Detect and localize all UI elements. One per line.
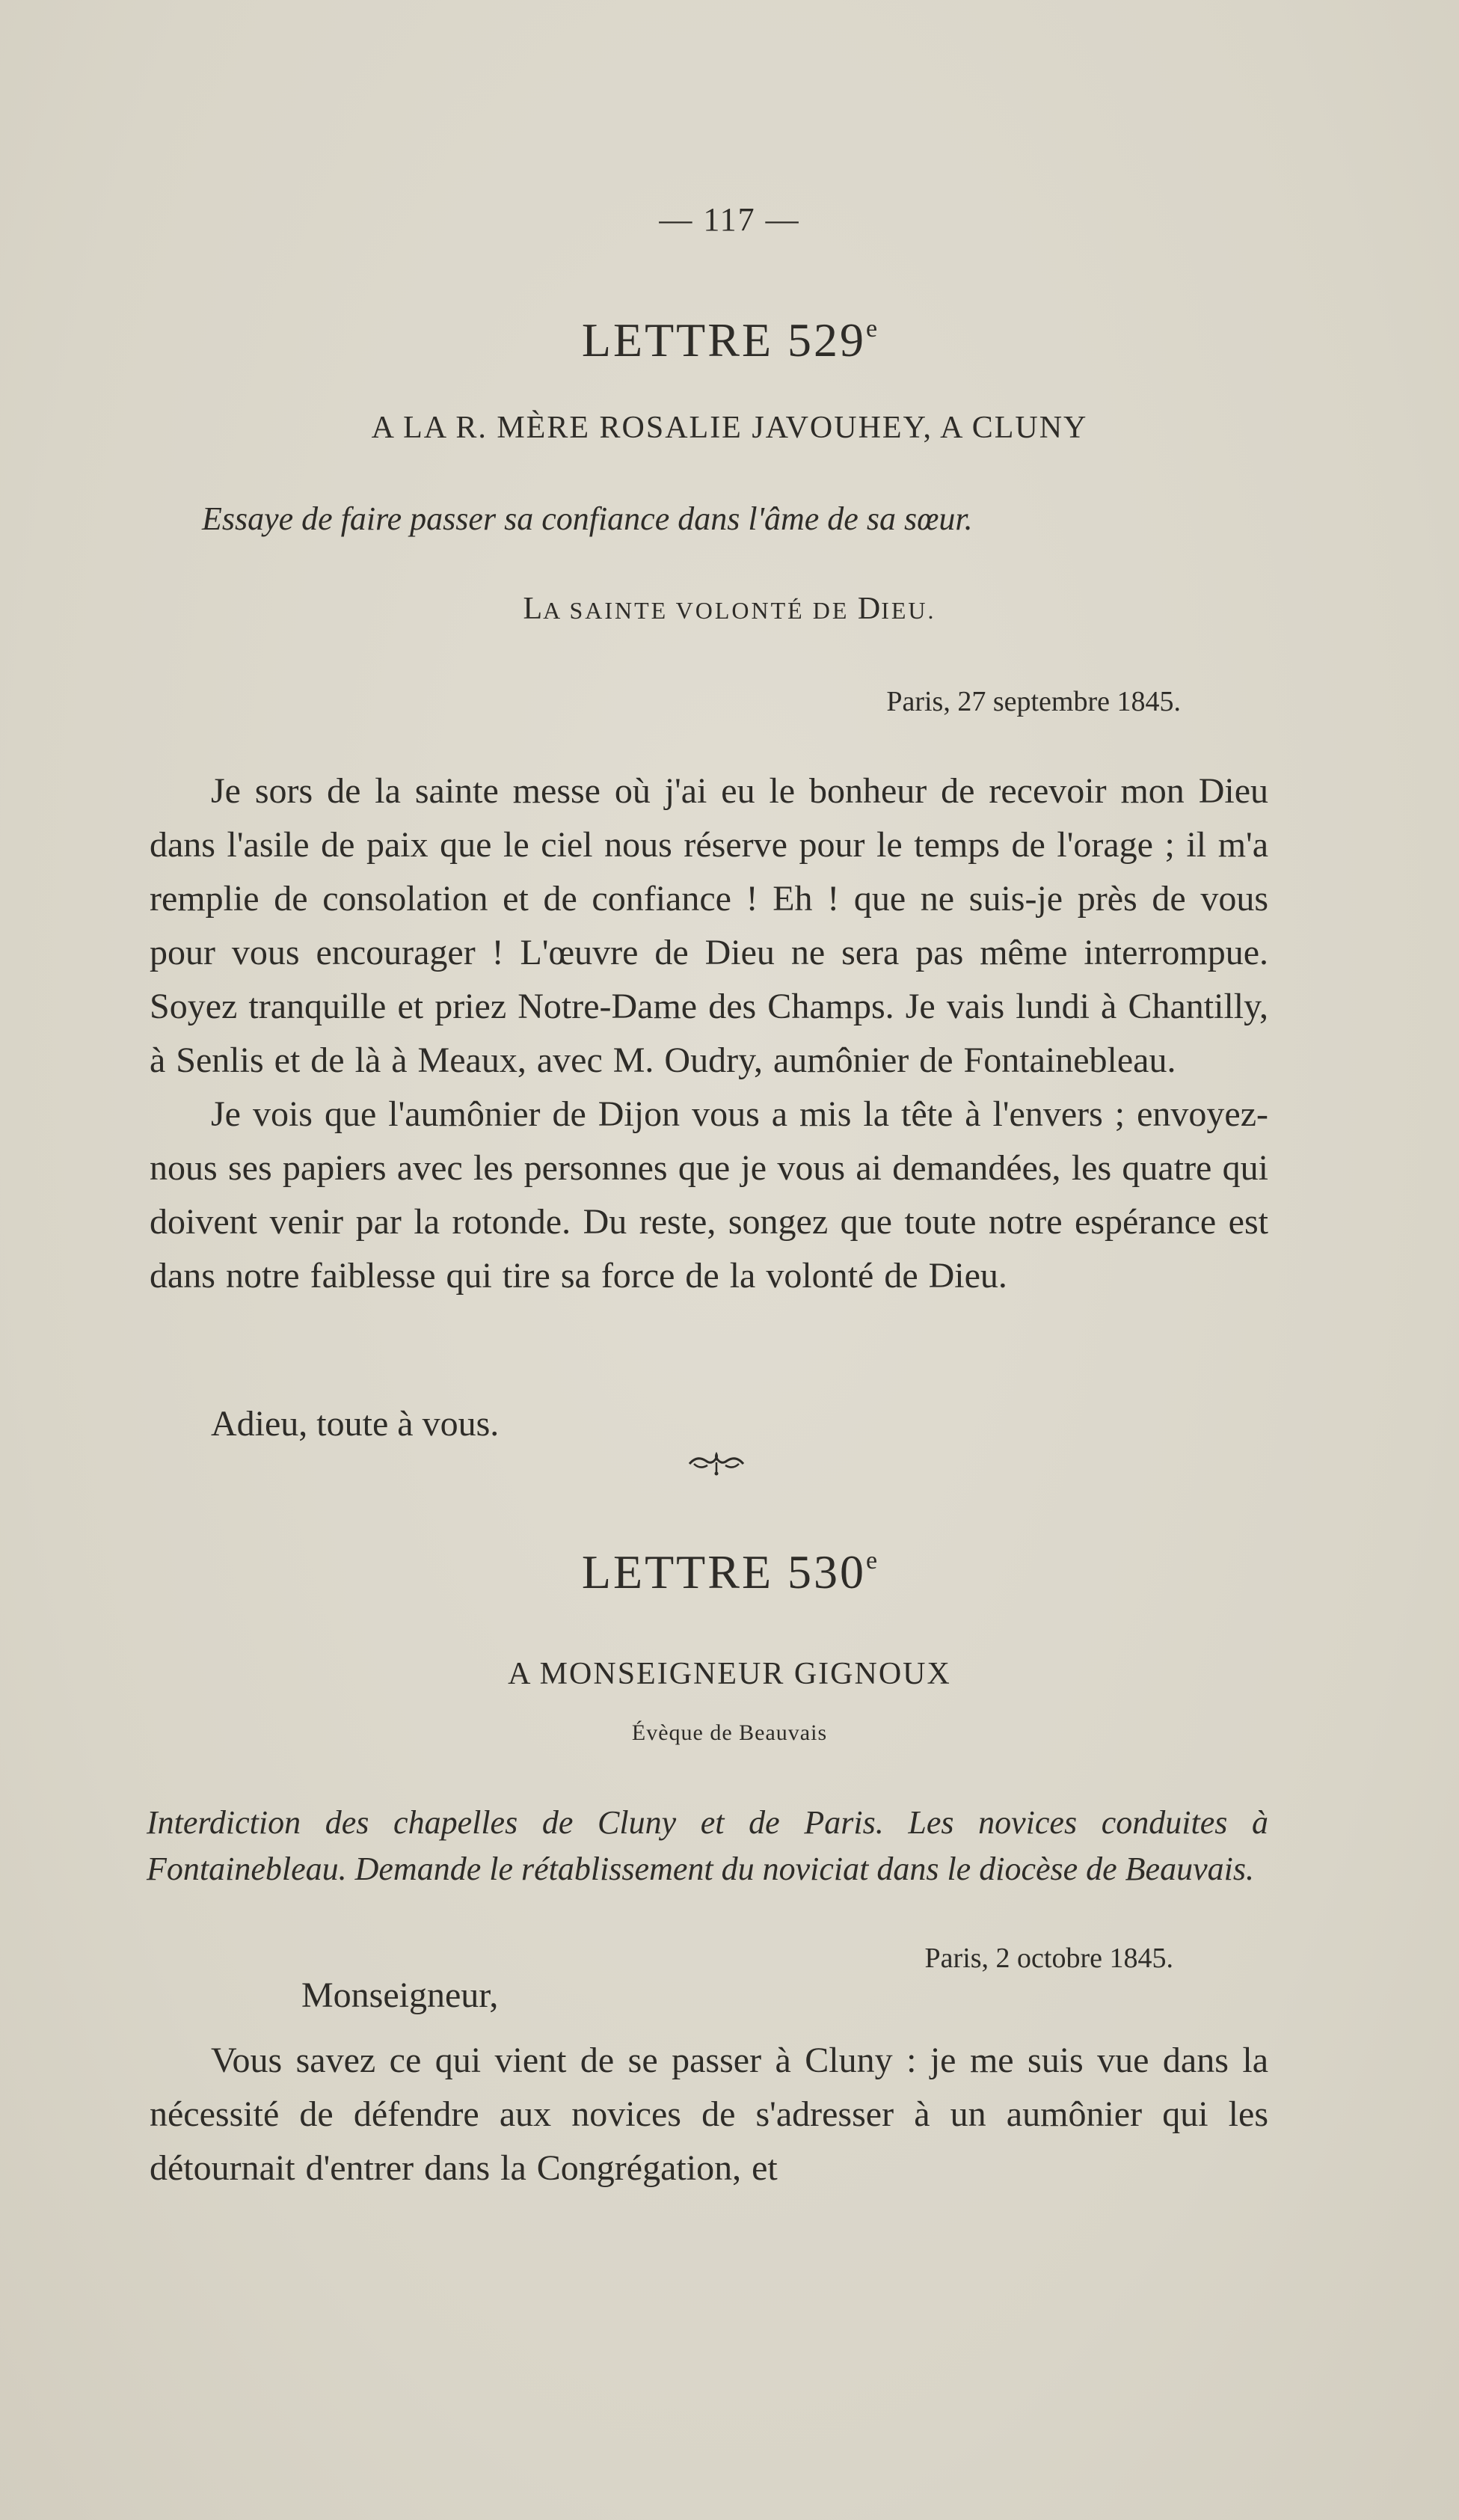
letter-530-title [0,1545,1459,1600]
motto-initial-2: D [857,592,882,626]
motto-smallcaps-2: IEU. [881,597,936,624]
motto-smallcaps-1: A SAINTE VOLONTÉ DE [543,597,850,624]
letter-529-body [150,764,1268,1303]
letter-529-closing: Adieu, toute à vous. [211,1404,500,1444]
motto-initial-1: L [523,592,544,626]
letter-529-motto [0,591,1459,627]
letter-530-title-sup: e [866,1547,878,1575]
letter-530-title-text: LETTRE 530 [581,1545,867,1598]
letter-529-paragraph-2: Je vois que l'aumônier de Dijon vous a mis la tête à l'envers ; envoyez-nous ses papiers avec les personnes que je vous ai demandées, les quatre qui doivent venir par la rotonde. Du reste, songez que toute notre espérance est dans notre faiblesse qui tire sa force de la volonté de Dieu. [150,1094,1268,1296]
letter-530-subtitle: Évèque de Beauvais [631,1720,828,1745]
letter-529-summary: Essaye de faire passer sa confiance dans l'âme de sa sœur. [202,500,973,537]
letter-530-body [150,2034,1268,2195]
letter-530-recipient: A MONSEIGNEUR GIGNOUX [508,1657,951,1691]
letter-530-date: Paris, 2 octobre 1845. [924,1943,1173,1974]
letter-530-summary: Interdiction des chapelles de Cluny et de Paris. Les novices conduites à Fontainebleau. Demande le rétablissement du noviciat dans le diocèse de Beauvais. [147,1804,1268,1887]
letter-529-date: Paris, 27 septembre 1845. [886,686,1181,717]
letter-529-recipient: A LA R. MÈRE ROSALIE JAVOUHEY, A CLUNY [371,411,1088,445]
page-number: — 117 — [659,201,800,238]
letter-530-greeting: Monseigneur, [301,1975,499,2015]
letter-530-paragraph-1: Vous savez ce qui vient de se passer à Cluny : je me suis vue dans la nécessité de défendre aux novices de s'adresser à un aumônier qui les détournait d'entrer dans la Congrégation, et [150,2041,1268,2188]
letter-529-paragraph-1: Je sors de la sainte messe où j'ai eu le bonheur de recevoir mon Dieu dans l'asile de paix que le ciel nous réserve pour le temps de l'orage ; il m'a remplie de consolation et de confiance ! Eh ! que ne suis-je près de vous pour vous encourager ! L'œuvre de Dieu ne sera pas même interrompue. Soyez tranquille et priez Notre-Dame des Champs. Je vais lundi à Chantilly, à Senlis et de là à Meaux, avec M. Oudry, aumônier de Fontainebleau. [150,771,1268,1080]
letter-529-title-text: LETTRE 529 [581,313,867,367]
fleuron-ornament-icon [687,1447,746,1481]
letter-529-title-sup: e [866,315,878,343]
letter-529-title [0,313,1459,368]
